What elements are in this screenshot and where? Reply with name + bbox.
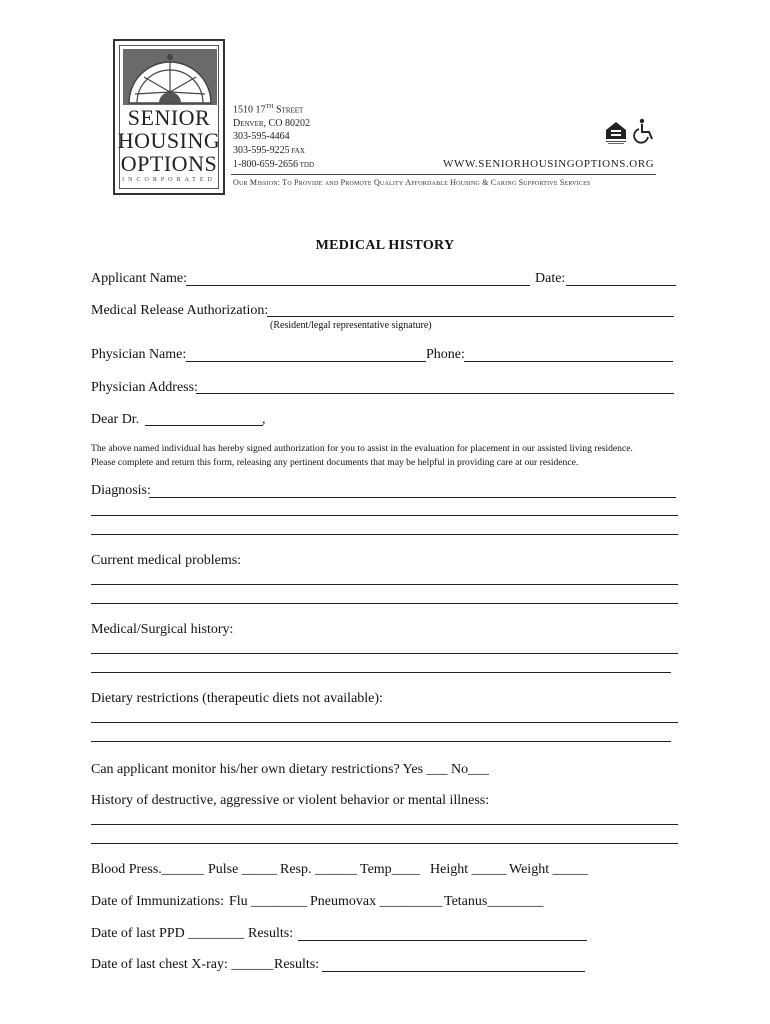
phone-number: 303-595-4464 [233, 131, 290, 143]
tdd-label: TDD [298, 161, 315, 170]
date-label: Date: [535, 271, 566, 286]
street-number: 1510 17 [233, 104, 266, 116]
dietary-restrictions-label: Dietary restrictions (therapeutic diets not available): [91, 691, 383, 706]
dietary-line-2[interactable] [91, 741, 671, 742]
phone-field[interactable] [464, 361, 673, 362]
phone-label: Phone: [426, 347, 465, 362]
behavior-history-label: History of destructive, aggressive or violent behavior or mental illness: [91, 793, 490, 808]
salutation-comma: , [262, 412, 266, 427]
pneumovax-field[interactable]: Pneumovax _________ [310, 894, 443, 909]
ppd-results-field[interactable] [298, 940, 587, 941]
physician-address-field[interactable] [196, 393, 674, 394]
logo-word-senior: SENIOR [127, 105, 211, 130]
date-field[interactable] [566, 285, 676, 286]
tetanus-field[interactable]: Tetanus________ [444, 894, 544, 909]
instruction-line-2: Please complete and return this form, releasing any pertinent documents that may be helpful in providing care at our residence. [91, 457, 579, 468]
physician-address-label: Physician Address: [91, 380, 198, 395]
behavior-line-2[interactable] [91, 843, 678, 844]
respiration-field[interactable]: Resp. ______ [280, 862, 357, 877]
letterhead-divider [231, 174, 656, 175]
fax-label: FAX [289, 146, 305, 155]
fax-number [233, 144, 314, 159]
current-problems-label: Current medical problems: [91, 553, 242, 568]
tdd-number [233, 158, 314, 173]
chest-xray-date-field[interactable]: Date of last chest X-ray: ______ [91, 957, 274, 972]
doctor-name-field[interactable] [145, 425, 263, 426]
street-name: Street [273, 104, 304, 116]
medical-release-signature-field[interactable] [267, 316, 674, 317]
monitor-dietary-question: Can applicant monitor his/her own dietary restrictions? Yes ___ No___ [91, 762, 490, 777]
behavior-line-1[interactable] [91, 824, 678, 825]
instruction-line-1: The above named individual has hereby signed authorization for you to assist in the evaluation for placement in our assisted living residence. [91, 443, 633, 454]
applicant-name-label: Applicant Name: [91, 271, 188, 286]
diagnosis-line-2[interactable] [91, 515, 678, 516]
company-address [233, 101, 314, 173]
diagnosis-field[interactable] [149, 497, 676, 498]
mission-statement: Our Mission: To Provide and Promote Quality Affordable Housing & Caring Supportive Services [233, 178, 591, 187]
pulse-field[interactable]: Pulse _____ [208, 862, 277, 877]
tdd-value: 1-800-659-2656 [233, 159, 298, 171]
street-address [233, 101, 314, 117]
wheelchair-accessibility-icon [633, 118, 657, 144]
dietary-line-1[interactable] [91, 722, 678, 723]
equal-housing-opportunity-icon [604, 119, 628, 145]
arched-window-icon [121, 47, 219, 107]
applicant-name-field[interactable] [186, 285, 530, 286]
website-url: WWW.SENIORHOUSINGOPTIONS.ORG [443, 158, 655, 170]
medical-release-label: Medical Release Authorization: [91, 303, 269, 318]
current-problems-line-2[interactable] [91, 603, 678, 604]
logo-word-options: OPTIONS [120, 151, 218, 176]
diagnosis-label: Diagnosis: [91, 483, 151, 498]
city-state-zip: Denver, CO 80202 [233, 117, 310, 129]
surgical-history-label: Medical/Surgical history: [91, 622, 234, 637]
height-field[interactable]: Height _____ [430, 862, 507, 877]
weight-field[interactable]: Weight _____ [509, 862, 588, 877]
blood-pressure-field[interactable]: Blood Press.______ [91, 862, 204, 877]
xray-results-field[interactable] [322, 971, 585, 972]
form-title: MEDICAL HISTORY [315, 238, 455, 253]
instruction-paragraph [91, 442, 691, 470]
ppd-results-label: Results: [248, 926, 294, 941]
surgical-history-line-1[interactable] [91, 653, 678, 654]
current-problems-line-1[interactable] [91, 584, 678, 585]
logo-incorporated: INCORPORATED [122, 177, 216, 183]
surgical-history-line-2[interactable] [91, 672, 671, 673]
immunizations-label: Date of Immunizations: [91, 894, 224, 909]
flu-field[interactable]: Flu ________ [229, 894, 308, 909]
street-ordinal: TH [265, 104, 274, 110]
ppd-date-field[interactable]: Date of last PPD ________ [91, 926, 245, 941]
company-logo [113, 39, 225, 195]
fax-value: 303-595-9225 [233, 144, 290, 156]
xray-results-label: Results: [274, 957, 320, 972]
physician-name-field[interactable] [186, 361, 426, 362]
logo-word-housing: HOUSING [117, 128, 221, 153]
diagnosis-line-3[interactable] [91, 534, 678, 535]
salutation-label: Dear Dr. [91, 412, 140, 427]
physician-name-label: Physician Name: [91, 347, 187, 362]
signature-note: (Resident/legal representative signature) [270, 320, 432, 331]
temperature-field[interactable]: Temp____ [360, 862, 420, 877]
